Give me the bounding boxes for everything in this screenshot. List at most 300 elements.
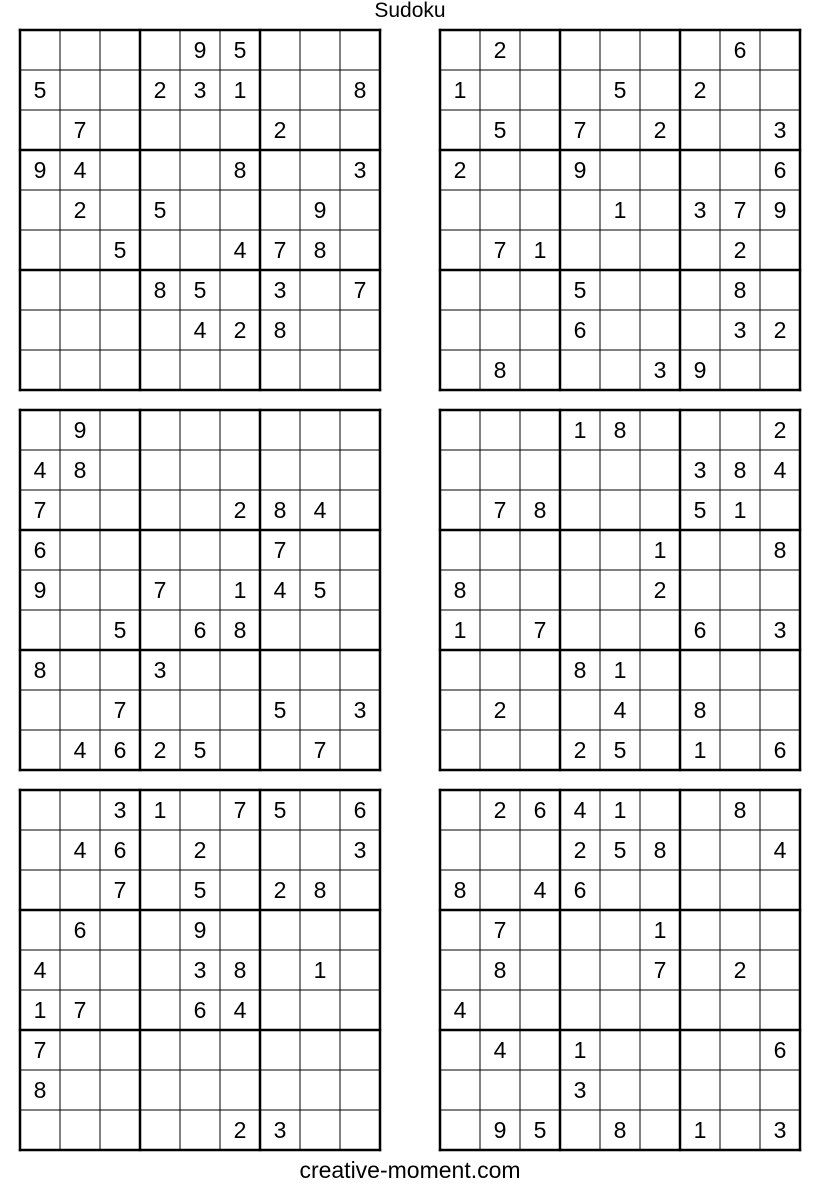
- given-digit-cell[interactable]: 9: [573, 157, 587, 183]
- empty-cell[interactable]: [640, 410, 680, 450]
- empty-cell[interactable]: [180, 690, 220, 730]
- empty-cell[interactable]: [640, 450, 680, 490]
- given-digit-cell[interactable]: 3: [113, 797, 127, 823]
- empty-cell[interactable]: [560, 30, 600, 70]
- given-digit-cell[interactable]: 8: [733, 457, 747, 483]
- empty-cell[interactable]: [520, 70, 560, 110]
- given-digit-cell[interactable]: 9: [33, 577, 47, 603]
- empty-cell[interactable]: [300, 530, 340, 570]
- given-digit-cell[interactable]: 8: [353, 77, 367, 103]
- given-digit-cell[interactable]: 8: [233, 957, 247, 983]
- empty-cell[interactable]: [600, 490, 640, 530]
- empty-cell[interactable]: [760, 910, 800, 950]
- empty-cell[interactable]: [440, 30, 480, 70]
- empty-cell[interactable]: [520, 730, 560, 770]
- given-digit-cell[interactable]: 7: [733, 197, 747, 223]
- given-digit-cell[interactable]: 7: [493, 917, 507, 943]
- empty-cell[interactable]: [300, 110, 340, 150]
- empty-cell[interactable]: [600, 870, 640, 910]
- empty-cell[interactable]: [220, 730, 260, 770]
- given-digit-cell[interactable]: 3: [773, 117, 787, 143]
- empty-cell[interactable]: [260, 190, 300, 230]
- empty-cell[interactable]: [600, 990, 640, 1030]
- empty-cell[interactable]: [720, 110, 760, 150]
- empty-cell[interactable]: [520, 570, 560, 610]
- empty-cell[interactable]: [100, 570, 140, 610]
- empty-cell[interactable]: [60, 870, 100, 910]
- given-digit-cell[interactable]: 5: [573, 277, 587, 303]
- empty-cell[interactable]: [600, 910, 640, 950]
- given-digit-cell[interactable]: 6: [193, 617, 207, 643]
- empty-cell[interactable]: [180, 230, 220, 270]
- empty-cell[interactable]: [60, 690, 100, 730]
- empty-cell[interactable]: [340, 530, 380, 570]
- empty-cell[interactable]: [140, 490, 180, 530]
- empty-cell[interactable]: [560, 990, 600, 1030]
- given-digit-cell[interactable]: 8: [273, 317, 287, 343]
- empty-cell[interactable]: [220, 530, 260, 570]
- empty-cell[interactable]: [60, 1030, 100, 1070]
- empty-cell[interactable]: [480, 410, 520, 450]
- empty-cell[interactable]: [20, 310, 60, 350]
- empty-cell[interactable]: [140, 1110, 180, 1150]
- empty-cell[interactable]: [760, 270, 800, 310]
- empty-cell[interactable]: [480, 730, 520, 770]
- empty-cell[interactable]: [680, 990, 720, 1030]
- given-digit-cell[interactable]: 1: [693, 1117, 707, 1143]
- empty-cell[interactable]: [560, 530, 600, 570]
- given-digit-cell[interactable]: 6: [113, 737, 127, 763]
- empty-cell[interactable]: [220, 450, 260, 490]
- given-digit-cell[interactable]: 9: [193, 37, 207, 63]
- given-digit-cell[interactable]: 2: [273, 117, 287, 143]
- empty-cell[interactable]: [60, 490, 100, 530]
- empty-cell[interactable]: [260, 350, 300, 390]
- given-digit-cell[interactable]: 7: [653, 957, 667, 983]
- empty-cell[interactable]: [600, 350, 640, 390]
- given-digit-cell[interactable]: 7: [533, 617, 547, 643]
- empty-cell[interactable]: [20, 270, 60, 310]
- given-digit-cell[interactable]: 4: [233, 997, 247, 1023]
- empty-cell[interactable]: [20, 690, 60, 730]
- empty-cell[interactable]: [340, 310, 380, 350]
- empty-cell[interactable]: [180, 1030, 220, 1070]
- given-digit-cell[interactable]: 3: [273, 1117, 287, 1143]
- empty-cell[interactable]: [100, 530, 140, 570]
- empty-cell[interactable]: [520, 110, 560, 150]
- empty-cell[interactable]: [100, 1030, 140, 1070]
- given-digit-cell[interactable]: 8: [533, 497, 547, 523]
- empty-cell[interactable]: [260, 990, 300, 1030]
- given-digit-cell[interactable]: 8: [733, 277, 747, 303]
- empty-cell[interactable]: [300, 310, 340, 350]
- given-digit-cell[interactable]: 1: [613, 197, 627, 223]
- empty-cell[interactable]: [680, 830, 720, 870]
- given-digit-cell[interactable]: 3: [573, 1077, 587, 1103]
- empty-cell[interactable]: [680, 110, 720, 150]
- empty-cell[interactable]: [220, 1070, 260, 1110]
- given-digit-cell[interactable]: 8: [573, 657, 587, 683]
- empty-cell[interactable]: [480, 530, 520, 570]
- empty-cell[interactable]: [760, 690, 800, 730]
- empty-cell[interactable]: [140, 110, 180, 150]
- empty-cell[interactable]: [680, 150, 720, 190]
- empty-cell[interactable]: [140, 410, 180, 450]
- given-digit-cell[interactable]: 8: [73, 457, 87, 483]
- empty-cell[interactable]: [340, 910, 380, 950]
- empty-cell[interactable]: [340, 30, 380, 70]
- given-digit-cell[interactable]: 6: [573, 877, 587, 903]
- empty-cell[interactable]: [720, 830, 760, 870]
- empty-cell[interactable]: [20, 730, 60, 770]
- given-digit-cell[interactable]: 1: [653, 917, 667, 943]
- empty-cell[interactable]: [180, 790, 220, 830]
- empty-cell[interactable]: [520, 950, 560, 990]
- empty-cell[interactable]: [600, 310, 640, 350]
- empty-cell[interactable]: [760, 1070, 800, 1110]
- given-digit-cell[interactable]: 8: [33, 1077, 47, 1103]
- empty-cell[interactable]: [480, 70, 520, 110]
- given-digit-cell[interactable]: 4: [613, 697, 627, 723]
- empty-cell[interactable]: [300, 1030, 340, 1070]
- empty-cell[interactable]: [680, 650, 720, 690]
- empty-cell[interactable]: [440, 730, 480, 770]
- empty-cell[interactable]: [300, 610, 340, 650]
- empty-cell[interactable]: [560, 1110, 600, 1150]
- empty-cell[interactable]: [300, 70, 340, 110]
- given-digit-cell[interactable]: 5: [193, 737, 207, 763]
- given-digit-cell[interactable]: 5: [613, 837, 627, 863]
- given-digit-cell[interactable]: 9: [33, 157, 47, 183]
- given-digit-cell[interactable]: 3: [653, 357, 667, 383]
- empty-cell[interactable]: [180, 650, 220, 690]
- empty-cell[interactable]: [220, 690, 260, 730]
- empty-cell[interactable]: [760, 650, 800, 690]
- given-digit-cell[interactable]: 7: [73, 997, 87, 1023]
- empty-cell[interactable]: [520, 990, 560, 1030]
- given-digit-cell[interactable]: 5: [193, 277, 207, 303]
- given-digit-cell[interactable]: 5: [113, 237, 127, 263]
- given-digit-cell[interactable]: 2: [153, 77, 167, 103]
- empty-cell[interactable]: [720, 410, 760, 450]
- empty-cell[interactable]: [680, 310, 720, 350]
- empty-cell[interactable]: [440, 230, 480, 270]
- empty-cell[interactable]: [340, 610, 380, 650]
- given-digit-cell[interactable]: 1: [613, 657, 627, 683]
- empty-cell[interactable]: [220, 910, 260, 950]
- empty-cell[interactable]: [340, 990, 380, 1030]
- given-digit-cell[interactable]: 3: [773, 617, 787, 643]
- empty-cell[interactable]: [100, 1070, 140, 1110]
- empty-cell[interactable]: [20, 1110, 60, 1150]
- given-digit-cell[interactable]: 1: [453, 77, 467, 103]
- empty-cell[interactable]: [340, 1070, 380, 1110]
- empty-cell[interactable]: [640, 990, 680, 1030]
- given-digit-cell[interactable]: 1: [533, 237, 547, 263]
- empty-cell[interactable]: [600, 270, 640, 310]
- empty-cell[interactable]: [520, 310, 560, 350]
- empty-cell[interactable]: [60, 790, 100, 830]
- empty-cell[interactable]: [560, 950, 600, 990]
- empty-cell[interactable]: [180, 350, 220, 390]
- empty-cell[interactable]: [340, 490, 380, 530]
- empty-cell[interactable]: [640, 190, 680, 230]
- empty-cell[interactable]: [140, 450, 180, 490]
- given-digit-cell[interactable]: 7: [573, 117, 587, 143]
- empty-cell[interactable]: [640, 310, 680, 350]
- given-digit-cell[interactable]: 5: [613, 737, 627, 763]
- empty-cell[interactable]: [180, 1070, 220, 1110]
- empty-cell[interactable]: [260, 730, 300, 770]
- empty-cell[interactable]: [340, 570, 380, 610]
- empty-cell[interactable]: [60, 230, 100, 270]
- empty-cell[interactable]: [20, 410, 60, 450]
- given-digit-cell[interactable]: 8: [693, 697, 707, 723]
- given-digit-cell[interactable]: 2: [733, 237, 747, 263]
- empty-cell[interactable]: [600, 110, 640, 150]
- empty-cell[interactable]: [480, 870, 520, 910]
- empty-cell[interactable]: [640, 1030, 680, 1070]
- given-digit-cell[interactable]: 5: [153, 197, 167, 223]
- empty-cell[interactable]: [640, 610, 680, 650]
- given-digit-cell[interactable]: 7: [353, 277, 367, 303]
- empty-cell[interactable]: [20, 610, 60, 650]
- given-digit-cell[interactable]: 7: [33, 497, 47, 523]
- empty-cell[interactable]: [520, 270, 560, 310]
- empty-cell[interactable]: [520, 350, 560, 390]
- given-digit-cell[interactable]: 4: [73, 157, 87, 183]
- empty-cell[interactable]: [600, 530, 640, 570]
- given-digit-cell[interactable]: 4: [33, 457, 47, 483]
- empty-cell[interactable]: [520, 190, 560, 230]
- empty-cell[interactable]: [720, 1110, 760, 1150]
- empty-cell[interactable]: [560, 610, 600, 650]
- given-digit-cell[interactable]: 4: [773, 457, 787, 483]
- empty-cell[interactable]: [680, 230, 720, 270]
- given-digit-cell[interactable]: 8: [453, 877, 467, 903]
- given-digit-cell[interactable]: 6: [533, 797, 547, 823]
- empty-cell[interactable]: [640, 1070, 680, 1110]
- empty-cell[interactable]: [180, 450, 220, 490]
- empty-cell[interactable]: [20, 790, 60, 830]
- given-digit-cell[interactable]: 3: [193, 77, 207, 103]
- given-digit-cell[interactable]: 8: [733, 797, 747, 823]
- empty-cell[interactable]: [720, 70, 760, 110]
- empty-cell[interactable]: [680, 1070, 720, 1110]
- empty-cell[interactable]: [760, 790, 800, 830]
- given-digit-cell[interactable]: 4: [273, 577, 287, 603]
- given-digit-cell[interactable]: 2: [773, 317, 787, 343]
- given-digit-cell[interactable]: 8: [313, 237, 327, 263]
- empty-cell[interactable]: [680, 1030, 720, 1070]
- empty-cell[interactable]: [260, 1030, 300, 1070]
- empty-cell[interactable]: [300, 270, 340, 310]
- empty-cell[interactable]: [760, 870, 800, 910]
- empty-cell[interactable]: [680, 410, 720, 450]
- empty-cell[interactable]: [140, 990, 180, 1030]
- empty-cell[interactable]: [480, 650, 520, 690]
- empty-cell[interactable]: [60, 530, 100, 570]
- empty-cell[interactable]: [640, 870, 680, 910]
- empty-cell[interactable]: [60, 350, 100, 390]
- empty-cell[interactable]: [300, 450, 340, 490]
- given-digit-cell[interactable]: 4: [313, 497, 327, 523]
- given-digit-cell[interactable]: 8: [233, 617, 247, 643]
- empty-cell[interactable]: [100, 30, 140, 70]
- given-digit-cell[interactable]: 3: [773, 1117, 787, 1143]
- given-digit-cell[interactable]: 4: [573, 797, 587, 823]
- given-digit-cell[interactable]: 4: [233, 237, 247, 263]
- empty-cell[interactable]: [640, 690, 680, 730]
- given-digit-cell[interactable]: 7: [233, 797, 247, 823]
- empty-cell[interactable]: [560, 910, 600, 950]
- given-digit-cell[interactable]: 6: [733, 37, 747, 63]
- given-digit-cell[interactable]: 7: [273, 537, 287, 563]
- empty-cell[interactable]: [100, 110, 140, 150]
- given-digit-cell[interactable]: 5: [273, 797, 287, 823]
- empty-cell[interactable]: [260, 30, 300, 70]
- empty-cell[interactable]: [640, 1110, 680, 1150]
- empty-cell[interactable]: [140, 530, 180, 570]
- empty-cell[interactable]: [720, 870, 760, 910]
- empty-cell[interactable]: [300, 910, 340, 950]
- empty-cell[interactable]: [180, 410, 220, 450]
- given-digit-cell[interactable]: 3: [353, 697, 367, 723]
- empty-cell[interactable]: [640, 70, 680, 110]
- given-digit-cell[interactable]: 6: [353, 797, 367, 823]
- given-digit-cell[interactable]: 5: [33, 77, 47, 103]
- empty-cell[interactable]: [720, 650, 760, 690]
- given-digit-cell[interactable]: 4: [453, 997, 467, 1023]
- given-digit-cell[interactable]: 2: [733, 957, 747, 983]
- empty-cell[interactable]: [180, 490, 220, 530]
- given-digit-cell[interactable]: 2: [153, 737, 167, 763]
- given-digit-cell[interactable]: 4: [73, 837, 87, 863]
- given-digit-cell[interactable]: 1: [573, 1037, 587, 1063]
- empty-cell[interactable]: [760, 230, 800, 270]
- empty-cell[interactable]: [440, 830, 480, 870]
- empty-cell[interactable]: [220, 870, 260, 910]
- empty-cell[interactable]: [60, 30, 100, 70]
- empty-cell[interactable]: [340, 410, 380, 450]
- given-digit-cell[interactable]: 8: [153, 277, 167, 303]
- empty-cell[interactable]: [20, 830, 60, 870]
- given-digit-cell[interactable]: 8: [613, 1117, 627, 1143]
- given-digit-cell[interactable]: 2: [493, 697, 507, 723]
- given-digit-cell[interactable]: 6: [573, 317, 587, 343]
- given-digit-cell[interactable]: 8: [33, 657, 47, 683]
- given-digit-cell[interactable]: 9: [313, 197, 327, 223]
- empty-cell[interactable]: [300, 830, 340, 870]
- given-digit-cell[interactable]: 1: [653, 537, 667, 563]
- empty-cell[interactable]: [720, 350, 760, 390]
- empty-cell[interactable]: [720, 610, 760, 650]
- given-digit-cell[interactable]: 6: [773, 157, 787, 183]
- empty-cell[interactable]: [100, 410, 140, 450]
- empty-cell[interactable]: [140, 150, 180, 190]
- given-digit-cell[interactable]: 2: [233, 317, 247, 343]
- empty-cell[interactable]: [260, 610, 300, 650]
- empty-cell[interactable]: [760, 950, 800, 990]
- empty-cell[interactable]: [60, 310, 100, 350]
- empty-cell[interactable]: [60, 570, 100, 610]
- empty-cell[interactable]: [760, 350, 800, 390]
- empty-cell[interactable]: [260, 150, 300, 190]
- empty-cell[interactable]: [720, 150, 760, 190]
- empty-cell[interactable]: [520, 1070, 560, 1110]
- empty-cell[interactable]: [520, 450, 560, 490]
- empty-cell[interactable]: [140, 870, 180, 910]
- empty-cell[interactable]: [140, 910, 180, 950]
- empty-cell[interactable]: [760, 490, 800, 530]
- given-digit-cell[interactable]: 7: [153, 577, 167, 603]
- empty-cell[interactable]: [340, 870, 380, 910]
- given-digit-cell[interactable]: 9: [693, 357, 707, 383]
- empty-cell[interactable]: [260, 450, 300, 490]
- empty-cell[interactable]: [100, 1110, 140, 1150]
- empty-cell[interactable]: [760, 570, 800, 610]
- empty-cell[interactable]: [140, 1030, 180, 1070]
- empty-cell[interactable]: [480, 150, 520, 190]
- empty-cell[interactable]: [220, 190, 260, 230]
- given-digit-cell[interactable]: 6: [113, 837, 127, 863]
- empty-cell[interactable]: [680, 950, 720, 990]
- empty-cell[interactable]: [340, 450, 380, 490]
- empty-cell[interactable]: [600, 30, 640, 70]
- empty-cell[interactable]: [440, 1070, 480, 1110]
- empty-cell[interactable]: [440, 910, 480, 950]
- empty-cell[interactable]: [220, 830, 260, 870]
- empty-cell[interactable]: [480, 450, 520, 490]
- empty-cell[interactable]: [720, 530, 760, 570]
- empty-cell[interactable]: [600, 950, 640, 990]
- empty-cell[interactable]: [60, 950, 100, 990]
- given-digit-cell[interactable]: 2: [193, 837, 207, 863]
- empty-cell[interactable]: [560, 570, 600, 610]
- empty-cell[interactable]: [140, 350, 180, 390]
- empty-cell[interactable]: [560, 690, 600, 730]
- empty-cell[interactable]: [140, 830, 180, 870]
- given-digit-cell[interactable]: 7: [33, 1037, 47, 1063]
- empty-cell[interactable]: [440, 190, 480, 230]
- given-digit-cell[interactable]: 1: [313, 957, 327, 983]
- empty-cell[interactable]: [260, 910, 300, 950]
- empty-cell[interactable]: [60, 610, 100, 650]
- given-digit-cell[interactable]: 7: [313, 737, 327, 763]
- empty-cell[interactable]: [300, 410, 340, 450]
- empty-cell[interactable]: [520, 30, 560, 70]
- given-digit-cell[interactable]: 4: [533, 877, 547, 903]
- empty-cell[interactable]: [300, 350, 340, 390]
- given-digit-cell[interactable]: 5: [113, 617, 127, 643]
- empty-cell[interactable]: [180, 190, 220, 230]
- empty-cell[interactable]: [260, 1070, 300, 1110]
- empty-cell[interactable]: [440, 790, 480, 830]
- empty-cell[interactable]: [440, 490, 480, 530]
- given-digit-cell[interactable]: 9: [193, 917, 207, 943]
- empty-cell[interactable]: [340, 1030, 380, 1070]
- empty-cell[interactable]: [100, 950, 140, 990]
- empty-cell[interactable]: [100, 990, 140, 1030]
- given-digit-cell[interactable]: 1: [33, 997, 47, 1023]
- empty-cell[interactable]: [340, 110, 380, 150]
- empty-cell[interactable]: [600, 1030, 640, 1070]
- given-digit-cell[interactable]: 2: [693, 77, 707, 103]
- given-digit-cell[interactable]: 1: [233, 77, 247, 103]
- empty-cell[interactable]: [480, 990, 520, 1030]
- empty-cell[interactable]: [680, 870, 720, 910]
- given-digit-cell[interactable]: 2: [233, 497, 247, 523]
